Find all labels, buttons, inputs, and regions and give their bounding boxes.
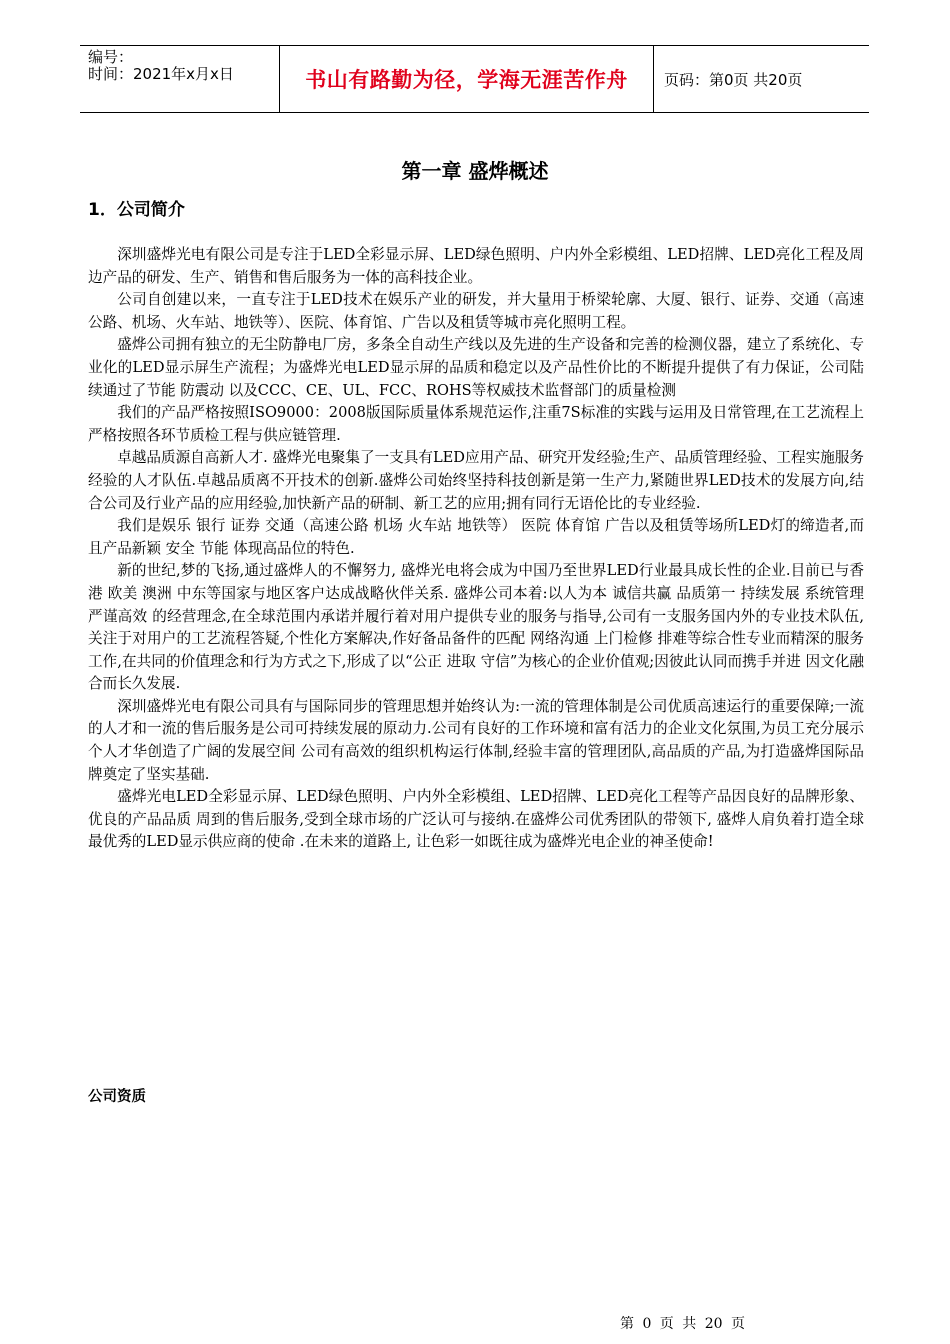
- paragraph: 卓越品质源自高新人才. 盛烨光电聚集了一支具有LED应用产品、研究开发经验;生产、品质管理经验、工程实施服务经验的人才队伍.卓越品质离不开技术的创新.盛烨公司始终坚持科技创新是第一生产力,紧随世界LED技术的发展方向,结合公司及行业产品的应用经验,加快新产品的研制、新工艺的应用;拥有同行无语伦比的专业经验.: [88, 449, 864, 512]
- paragraph: 我们的产品严格按照ISO9000：2008版国际质量体系规范运作,注重7S标准的实践与运用及日常管理,在工艺流程上严格按照各环节质检工程与供应链管理.: [88, 404, 864, 444]
- header-motto: 书山有路勤为径，学海无涯苦作舟: [280, 46, 654, 112]
- paragraph: 深圳盛烨光电有限公司具有与国际同步的管理思想并始终认为:一流的管理体制是公司优质高速运行的重要保障;一流的人才和一流的售后服务是公司可持续发展的原动力.公司有良好的工作环境和富有活力的企业文化氛围,为员工充分展示个人才华创造了广阔的发展空间 公司有高效的组织机构运行体制,经验丰富的管理团队,高品质的产品,为打造盛烨国际品牌奠定了坚实基础.: [88, 697, 864, 783]
- paragraph: 新的世纪,梦的飞扬,通过盛烨人的不懈努力, 盛烨光电将会成为中国乃至世界LED行业最具成长性的企业.目前已与香港 欧美 澳洲 中东等国家与地区客户达成战略伙伴关系. 盛烨公司本着:以人为本 诚信共赢 品质第一 持续发展 系统管理 严谨高效 的经营理念,在全球范围内承诺并履行着对用户提供专业的服务与指导,公司有一支服务国内外的专业技术队伍,关注于对用户的工艺流程答疑,个性化方案解决,作好备品备件的匹配 网络沟通 上门检修 排难等综合性专业而精深的服务工作,在共同的价值理念和行为方式之下,形成了以“公正 进取 守信”为核心的企业价值观;因彼此认同而携手并进 因文化融合而长久发展.: [88, 562, 864, 693]
- paragraph: 公司自创建以来，一直专注于LED技术在娱乐产业的研发，并大量用于桥梁轮廓、大厦、银行、证券、交通（高速公路、机场、火车站、地铁等）、医院、体育馆、广告以及租赁等城市亮化照明工程。: [88, 291, 864, 331]
- paragraph: 盛烨公司拥有独立的无尘防静电厂房，多条全自动生产线以及先进的生产设备和完善的检测仪器，建立了系统化、专业化的LED显示屏生产流程；为盛烨光电LED显示屏的品质和稳定以及产品性价比的不断提升提供了有力保证，公司陆续通过了节能 防震动 以及CCC、CE、UL、FCC、ROHS等权威技术监督部门的质量检测: [88, 336, 864, 399]
- document-time-label: 时间：2021年x月x日: [88, 65, 234, 83]
- document-number-label: 编号：: [88, 48, 134, 66]
- page-header: [80, 45, 869, 113]
- paragraph: 盛烨光电LED全彩显示屏、LED绿色照明、户内外全彩模组、LED招牌、LED亮化工程等产品因良好的品牌形象、优良的产品品质 周到的售后服务,受到全球市场的广泛认可与接纳.在盛烨公司优秀团队的带领下, 盛烨人肩负着打造全球最优秀的LED显示供应商的使命 .在未来的道路上, 让色彩一如既往成为盛烨光电企业的神圣使命!: [88, 788, 864, 851]
- company-intro-body: [88, 244, 864, 854]
- section-title: 1．公司简介: [88, 200, 185, 220]
- qualification-heading: 公司资质: [88, 1089, 146, 1105]
- paragraph: 我们是娱乐 银行 证券 交通（高速公路 机场 火车站 地铁等） 医院 体育馆 广告以及租赁等场所LED灯的缔造者,而且产品新颖 安全 节能 体现高品位的特色.: [88, 517, 864, 557]
- header-meta: [80, 46, 280, 112]
- paragraph: 深圳盛烨光电有限公司是专注于LED全彩显示屏、LED绿色照明、户内外全彩模组、LED招牌、LED亮化工程及周边产品的研发、生产、销售和售后服务为一体的高科技企业。: [88, 246, 864, 286]
- chapter-title: 第一章 盛烨概述: [401, 159, 549, 183]
- header-page-code: 页码：第0页 共20页: [664, 70, 803, 89]
- page-footer: 第 0 页 共 20 页: [620, 1316, 745, 1332]
